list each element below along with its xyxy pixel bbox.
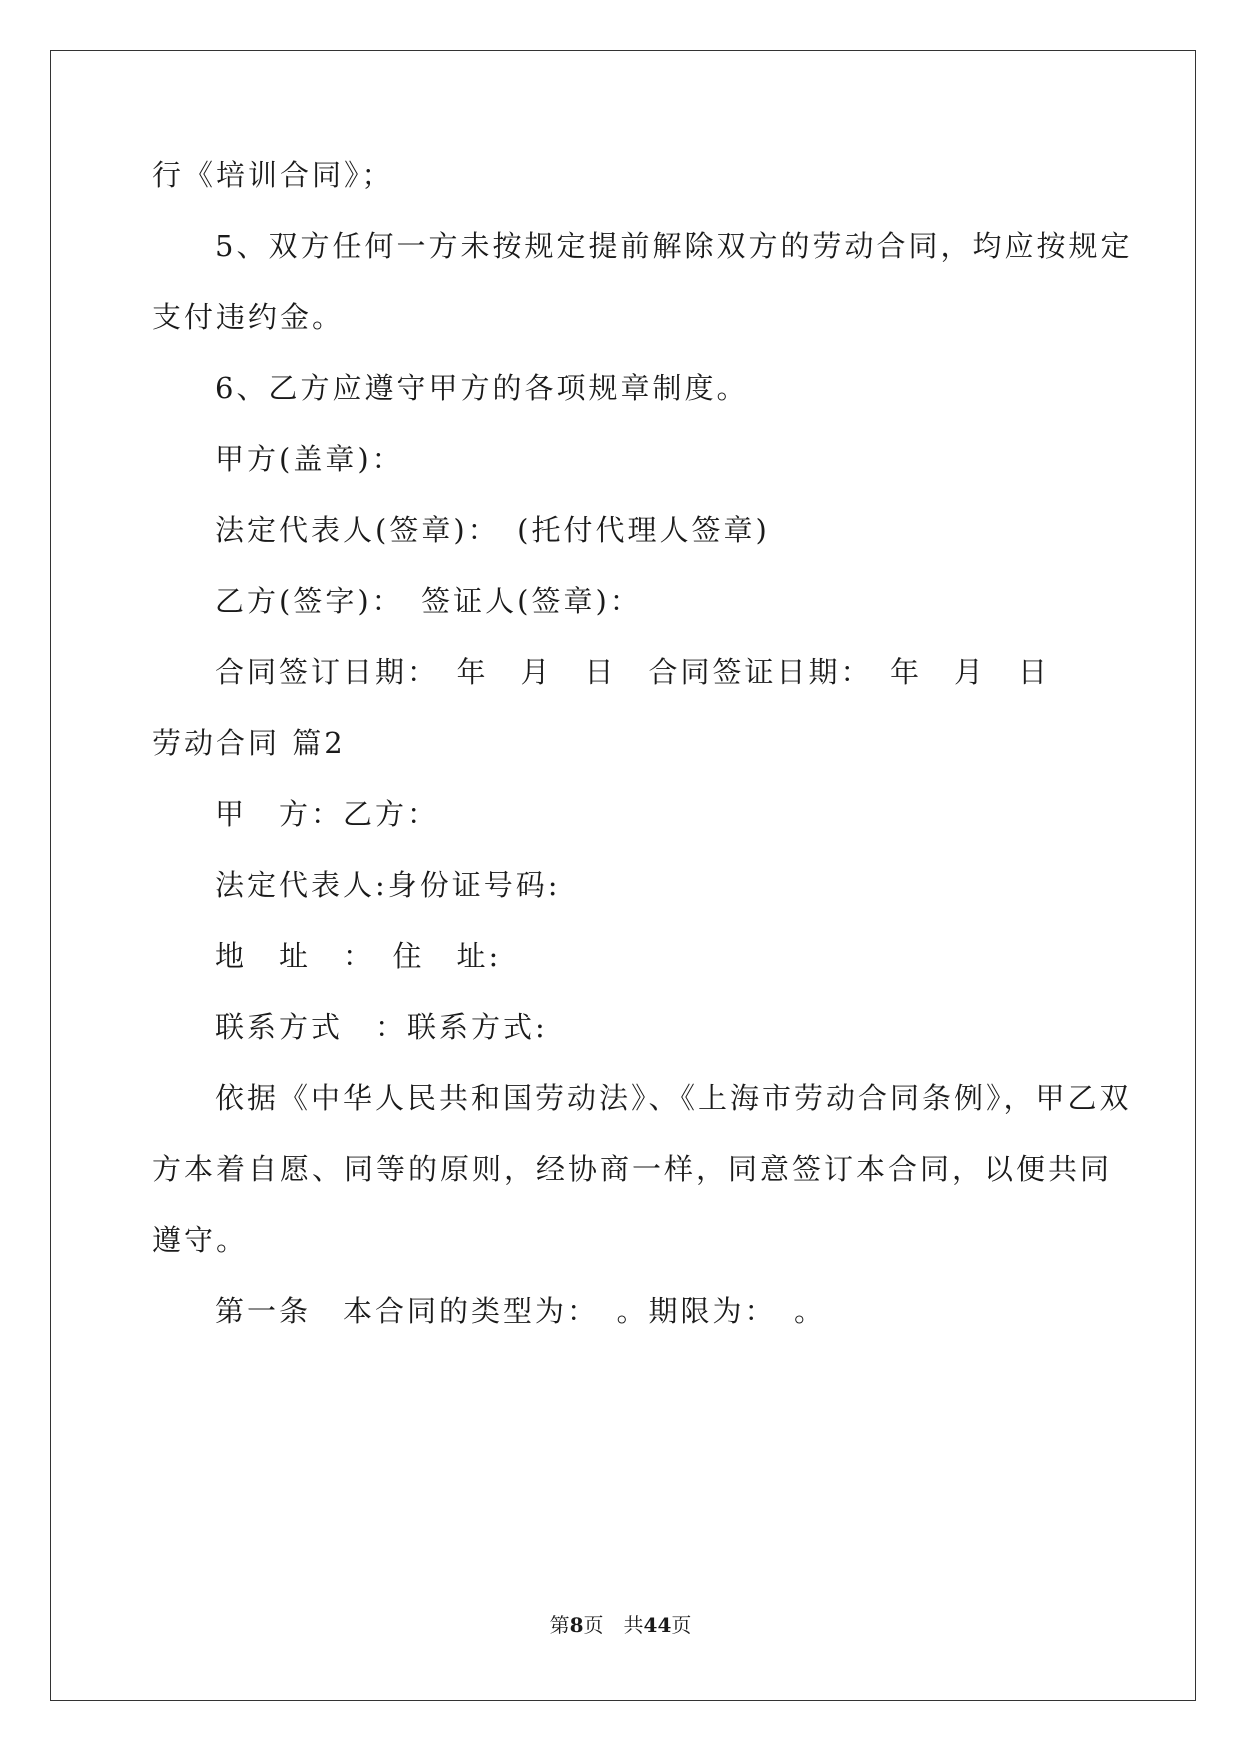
text-line: 依据《中华人民共和国劳动法》、《上海市劳动合同条例》，甲乙双 [215, 1081, 1132, 1115]
text-line: 支付违约金。 [152, 300, 345, 334]
text-line: 6、乙方应遵守甲方的各项规章制度。 [215, 371, 749, 405]
page-footer [0, 1612, 1241, 1638]
text-line: 甲方(盖章)： [215, 442, 404, 476]
text-line: 行《培训合同》； [152, 158, 394, 192]
text-line: 第一条 本合同的类型为： 。期限为： 。 [215, 1294, 827, 1328]
footer-prefix: 第 [549, 1613, 570, 1637]
text-line: 遵守。 [152, 1223, 249, 1257]
text-line: 联系方式 ：联系方式: [215, 1010, 548, 1044]
footer-suffix: 页 [671, 1613, 692, 1637]
text-line: 甲 方：乙方： [215, 797, 440, 831]
current-page-number: 8 [569, 1613, 584, 1637]
text-line: 5、双方任何一方未按规定提前解除双方的劳动合同，均应按规定 [215, 229, 1133, 263]
text-line: 地 址 ： 住 址: [215, 939, 502, 973]
total-page-count: 44 [643, 1613, 672, 1637]
text-line: 方本着自愿、同等的原则，经协商一样，同意签订本合同，以便共同 [152, 1152, 1113, 1186]
text-line: 合同签订日期： 年 月 日 合同签证日期： 年 月 日 [215, 655, 1051, 689]
text-line: 乙方(签字)： 签证人(签章)： [215, 584, 642, 618]
text-line: 法定代表人:身份证号码: [215, 868, 561, 902]
text-line: 法定代表人(签章)： (托付代理人签章) [215, 513, 770, 547]
footer-mid: 页 共 [583, 1613, 644, 1637]
section-heading: 劳动合同 篇2 [152, 726, 346, 760]
